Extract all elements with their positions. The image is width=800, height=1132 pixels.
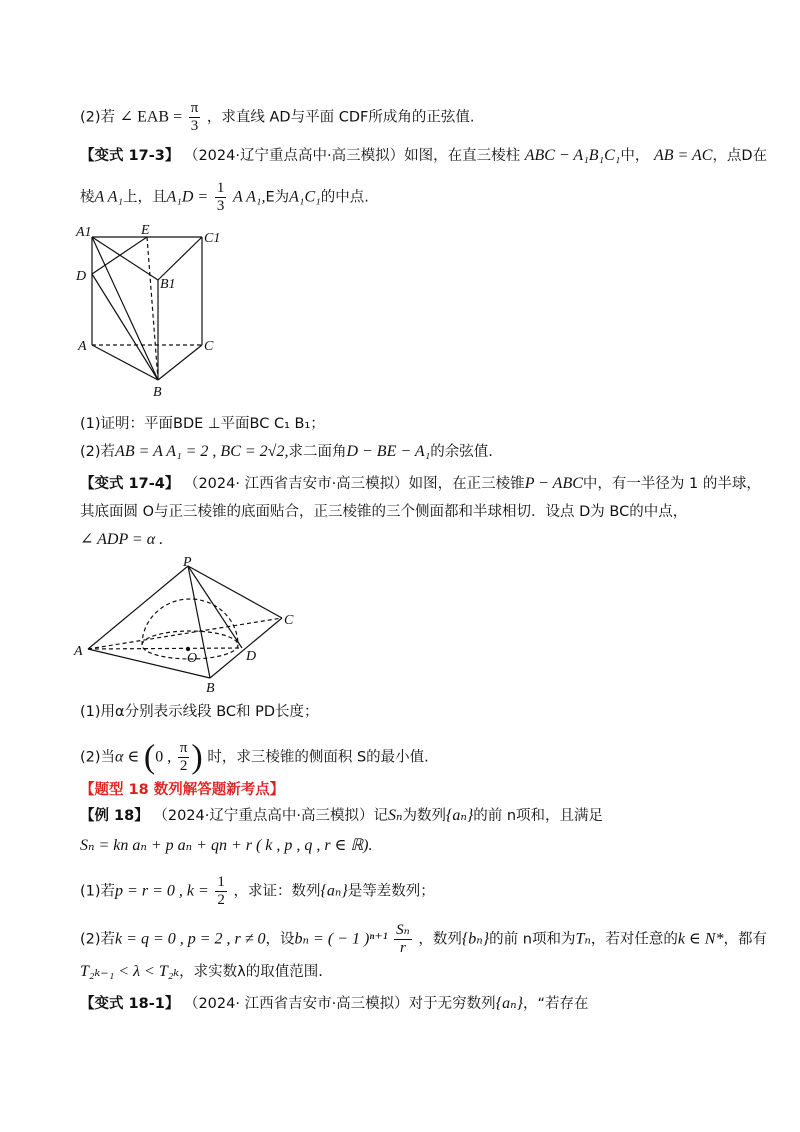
part-2-expression: AB = A A₁ = 2 , BC = 2√2, — [115, 443, 289, 460]
alpha-in: α ∈ — [115, 748, 140, 766]
interval-left: 0 , — [155, 748, 172, 766]
label-d: D — [246, 649, 257, 664]
part-2-b: 求二面角 — [288, 444, 347, 460]
segment-aa1: A A₁ — [94, 188, 124, 206]
line-1-a: （2024· 江西省吉安市·高三模拟）如图，在正三棱锥 — [183, 476, 525, 492]
part-1-expression: p = r = 0 , k = — [115, 882, 209, 900]
text-d: 的中点. — [320, 189, 369, 206]
label-c: C — [284, 613, 294, 628]
example-18-part-2-line-2 — [80, 962, 323, 982]
example-18-part-2 — [80, 922, 767, 957]
label-b1: B1 — [160, 277, 176, 292]
part-2-last: ，求实数λ的取值范围. — [179, 964, 323, 980]
label-a1: A1 — [76, 225, 92, 240]
part-2-b: ，设 — [265, 931, 295, 948]
sequence-an: {aₙ} — [495, 995, 523, 1012]
prism-figure — [70, 220, 230, 405]
variant-17-3-line-2 — [80, 180, 369, 215]
variant-17-4-part-2 — [80, 740, 429, 775]
text-c: E为 — [265, 189, 290, 206]
variant-17-3-part-2 — [80, 442, 493, 462]
part-2-b: 时，求三棱锥的侧面积 S的最小值. — [207, 749, 429, 766]
part-1-a: (1)若 — [80, 883, 116, 900]
edge-ac — [88, 618, 282, 649]
variant-tag: 【变式 17-3】 — [80, 148, 180, 164]
edge-bc — [210, 618, 282, 678]
variant-17-4-line-3 — [80, 530, 163, 550]
variant-17-4-part-1 — [80, 702, 319, 722]
label-p: P — [183, 556, 192, 570]
variant-source: （2024·辽宁重点高中·高三模拟）如图，在直三棱柱 — [183, 148, 521, 164]
condition: AB = AC — [653, 147, 713, 164]
pyramid-name: P − ABC — [524, 475, 583, 492]
bn-definition: bₙ = ( − 1 )ⁿ⁺¹ — [294, 930, 388, 948]
line-1-b: 中，有一半径为 1 的半球， — [582, 476, 761, 492]
variant-17-3-part-1 — [80, 414, 325, 434]
part-label: (2)若 — [80, 109, 116, 126]
text-b: ，“若存在 — [522, 996, 589, 1012]
part-2-a: (2)当 — [80, 749, 116, 766]
example-tag: 【例 18】 — [80, 808, 149, 824]
segment-ad — [88, 648, 242, 649]
label-o: O — [187, 651, 198, 666]
label-d: D — [76, 269, 87, 284]
tn: Tₙ — [575, 930, 591, 948]
edge-pc — [188, 566, 282, 618]
edge-cb — [158, 345, 202, 380]
segment-a1c1: A₁C₁ — [289, 188, 321, 206]
part-2-a: (2)若 — [80, 444, 116, 460]
sequence-an: {aₙ} — [445, 807, 474, 824]
label-e: E — [141, 223, 150, 238]
part-1-c: 是等差数列； — [347, 883, 435, 900]
variant-17-4-line-2 — [80, 502, 687, 522]
edge-ab — [92, 345, 158, 380]
variant-tag: 【变式 18-1】 — [80, 996, 180, 1012]
part-2-c: 的余弦值. — [430, 444, 493, 460]
interval-close-paren: ) — [191, 738, 203, 776]
part-1-b: ，求证：数列 — [233, 883, 321, 900]
fraction-one-third: $\frac{1}{3}$ — [216, 180, 225, 214]
segment-aa1-b: A A₁, — [232, 188, 266, 206]
part-2-f: ，都有 — [723, 931, 767, 948]
variant-18-1-line-1 — [80, 994, 588, 1014]
interval-open-paren: ( — [143, 738, 156, 776]
label-b: B — [206, 681, 215, 696]
example-18-line-2 — [80, 836, 372, 856]
fraction-one-half: $\frac{1}{2}$ — [217, 874, 225, 908]
label-b: B — [153, 385, 162, 400]
condition-equation: Sₙ = kn aₙ + p aₙ + qn + r ( k , p , q , r ∈ ℝ). — [80, 837, 373, 854]
label-c: C — [204, 339, 214, 354]
segment-db — [92, 274, 158, 380]
part-2-expression: k = q = 0 , p = 2 , r ≠ 0 — [115, 930, 266, 948]
heading-text: 【题型 18 数列解答题新考点】 — [80, 782, 285, 798]
label-a: A — [74, 644, 83, 659]
edge-c1b1 — [158, 237, 202, 280]
part-1-text: (1)用α分别表示线段 BC和 PD长度； — [80, 704, 319, 720]
dihedral-angle: D − BE − A₁ — [346, 443, 431, 460]
text-a: （2024· 江西省吉安市·高三模拟）对于无穷数列 — [183, 996, 496, 1012]
fraction-pi-over-3: $\frac{\pi}{3}$ — [190, 100, 199, 134]
sequence-bn: {bₙ} — [461, 930, 490, 948]
part-2-e: ，若对任意的 — [590, 931, 678, 948]
segment-a1d: A₁D = — [166, 188, 209, 206]
variant-17-4-line-1 — [80, 474, 761, 494]
lambda-inequality: T₂ₖ₋₁ < λ < T₂ₖ — [80, 963, 180, 980]
variant-tag: 【变式 17-4】 — [80, 476, 180, 492]
label-a: A — [78, 339, 87, 354]
text-b: 上，且 — [123, 189, 167, 206]
example-18-line-1 — [80, 806, 603, 826]
line-1-b: 为数列 — [402, 808, 446, 824]
line-1-c: 的前 n项和，且满足 — [473, 808, 604, 824]
part-2-c: ，数列 — [418, 931, 462, 948]
k-in-n: k ∈ N* — [677, 930, 724, 948]
part-2-d: 的前 n项和为 — [489, 931, 576, 948]
part-2-a: (2)若 — [80, 931, 116, 948]
topic-18-heading — [80, 780, 284, 800]
text-mid: 中， — [620, 148, 650, 164]
pyramid-figure — [70, 556, 310, 696]
angle-adp: ∠ ADP = α . — [80, 531, 164, 548]
label-c1: C1 — [204, 231, 221, 246]
text-a: 棱 — [80, 189, 95, 206]
sequence-an: {aₙ} — [320, 882, 348, 900]
example-18-part-1 — [80, 874, 435, 909]
text-end: ，点D在 — [712, 148, 768, 164]
line-2: 其底面圆 O与正三棱锥的底面贴合，正三棱锥的三个侧面都和半球相切．设点 D为 BC的中点， — [80, 504, 688, 520]
fraction-sn-over-r: $\frac{\text{Sₙ}}{r}$ — [396, 922, 410, 956]
variant-17-3-line-1 — [80, 146, 767, 166]
sn: Sₙ — [387, 807, 403, 824]
line-1-a: （2024·辽宁重点高中·高三模拟）记 — [153, 808, 388, 824]
question-text: ，求直线 AD与平面 CDF所成角的正弦值. — [206, 109, 475, 126]
part-1-text: (1)证明：平面BDE ⊥平面BC C₁ B₁； — [80, 416, 325, 432]
fraction-pi-over-2: $\frac{\pi}{2}$ — [179, 740, 188, 774]
prism-name: ABC − A₁B₁C₁ — [524, 147, 621, 164]
hemisphere-arc — [142, 599, 238, 645]
question-17-2-part-2 — [80, 100, 474, 135]
angle-expression: ∠ EAB = — [119, 108, 183, 126]
edge-pa — [88, 566, 188, 649]
